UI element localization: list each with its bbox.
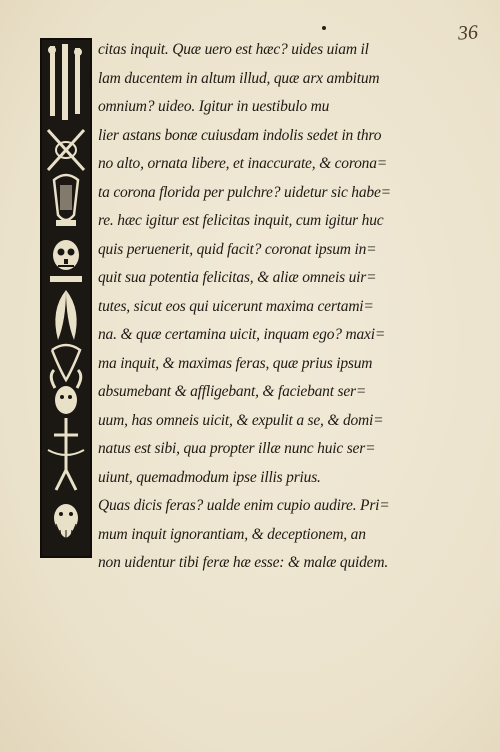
woodcut-ornament-image xyxy=(42,40,90,556)
page-number: 36 xyxy=(457,21,479,45)
text-line: absumebant & affligebant, & faciebant ser= xyxy=(98,383,367,400)
text-line: Quas dicis feras? ualde enim cupio audire. Pri= xyxy=(98,497,390,514)
woodcut-border-ornament xyxy=(40,38,92,558)
text-line: quis peruenerit, quid facit? coronat ipsum in= xyxy=(98,240,377,258)
text-line: tutes, sicut eos qui uicerunt maxima certami= xyxy=(98,297,374,315)
text-line: mum inquit ignorantiam, & deceptionem, an xyxy=(98,525,366,543)
text-line: uum, has omneis uicit, & expulit a se, & domi= xyxy=(98,411,384,429)
text-line: non uidentur tibi feræ hæ esse: & malæ quidem. xyxy=(98,554,389,571)
text-line: quit sua potentia felicitas, & aliæ omneis uir= xyxy=(98,269,377,286)
text-line: uiunt, quemadmodum ipse illis prius. xyxy=(98,468,321,486)
text-line: citas inquit. Quæ uero est hæc? uides uiam il xyxy=(98,41,369,58)
text-line: ta corona florida per pulchre? uidetur sic habe= xyxy=(98,183,391,201)
text-line: na. & quæ certamina uicit, inquam ego? maxi= xyxy=(98,326,386,343)
latin-text-block xyxy=(98,36,408,578)
text-line: ma inquit, & maximas feras, quæ prius ipsum xyxy=(98,354,373,372)
text-line: omnium? uideo. Igitur in uestibulo mu xyxy=(98,98,330,115)
text-line: natus est sibi, qua propter illæ nunc huic ser= xyxy=(98,440,376,457)
text-line: lam ducentem in altum illud, quæ arx ambitum xyxy=(98,69,380,87)
text-line: re. hæc igitur est felicitas inquit, cum igitur huc xyxy=(98,212,384,229)
ink-dot xyxy=(322,26,326,30)
text-line: no alto, ornata libere, et inaccurate, & corona= xyxy=(98,155,388,172)
text-line: lier astans bonæ cuiusdam indolis sedet in thro xyxy=(98,126,382,144)
